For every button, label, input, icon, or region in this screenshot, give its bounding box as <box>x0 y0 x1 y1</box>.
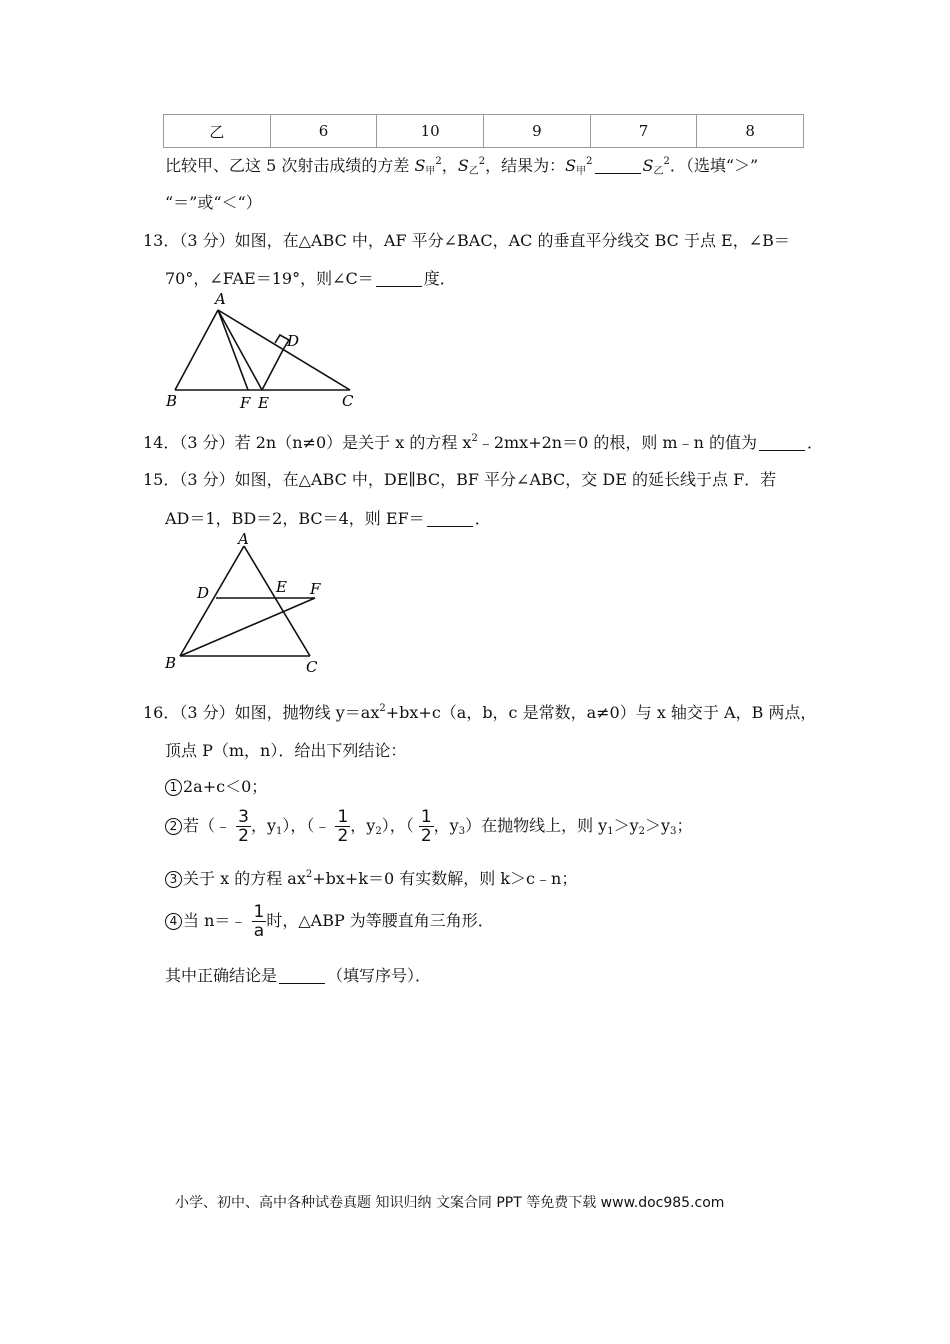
table-cell: 10 <box>377 115 484 148</box>
point-label: F <box>240 394 251 412</box>
q16-conclusion: 其中正确结论是 （填写序号）． <box>165 966 432 985</box>
point-label: C <box>342 392 354 410</box>
table-cell: 8 <box>697 115 804 148</box>
q16-line2: 顶点 P（m，n）．给出下列结论： <box>165 741 407 760</box>
circled-number: 4 <box>165 913 182 930</box>
point-label: B <box>165 654 177 672</box>
table-cell: 乙 <box>164 115 271 148</box>
circled-number: 2 <box>165 818 182 835</box>
point-label: D <box>287 332 300 350</box>
table-cell: 6 <box>270 115 377 148</box>
fraction: $\frac{1}{2}$ <box>337 807 349 846</box>
point-label: E <box>258 394 269 412</box>
answer-blank[interactable] <box>759 449 805 451</box>
point-label: B <box>166 392 178 410</box>
q12-line1: 比较甲、乙这 5 次射击成绩的方差 $S_甲^2$，$S_乙^2$，结果为：$S_甲^2$ $S_乙^2$．（选填“＞” <box>165 156 759 177</box>
conclusion-4: 4 当 n＝﹣ $\frac{1}{a}$ 时，△ABP 为等腰直角三角形． <box>165 903 494 940</box>
circled-number: 1 <box>165 779 182 796</box>
conclusion-2: 2 若（﹣ $\frac{3}{2}$ ，$y_1$），（﹣ $\frac{1}{2}$ ，$y_2$），（ $\frac{1}{2}$ ，$y_3$）在抛物线上，则 $y_1>y_2>y_3$； <box>165 808 692 845</box>
answer-blank[interactable] <box>595 172 641 174</box>
table-cell: 7 <box>590 115 697 148</box>
point-label: F <box>310 580 321 598</box>
answer-blank[interactable] <box>427 525 473 527</box>
q13-line1: 13．（3 分）如图，在△ABC 中，AF 平分∠BAC，AC 的垂直平分线交 BC 于点 E，∠B＝ <box>143 231 790 250</box>
fraction: $\frac{1}{2}$ <box>420 807 432 846</box>
fraction: $\frac{3}{2}$ <box>238 807 249 846</box>
q13-figure <box>160 288 360 413</box>
answer-blank[interactable] <box>279 982 325 984</box>
point-label: E <box>276 578 287 596</box>
q13-line2: 70°，∠FAE＝19°，则∠C＝ 度． <box>165 269 456 288</box>
table-row <box>164 115 804 148</box>
point-label: C <box>306 658 318 676</box>
page-footer: 小学、初中、高中各种试卷真题 知识归纳 文案合同 PPT 等免费下载 www.doc985.com <box>175 1195 725 1211</box>
table-cell: 9 <box>484 115 591 148</box>
point-label: A <box>215 290 226 308</box>
q15-figure <box>160 530 340 680</box>
q15-line2: AD＝1，BD＝2，BC＝4，则 EF＝ ． <box>165 509 491 528</box>
score-table <box>163 114 804 148</box>
conclusion-3: 3 关于 x 的方程 $ax^2+bx+k=0$ 有实数解，则 k＞c﹣n； <box>165 866 577 889</box>
q14-line: 14．（3 分）若 2n（n≠0）是关于 x 的方程 $x^2﹣2mx+2n=0$ 的根，则 m﹣n 的值为 ． <box>143 433 824 452</box>
q15-line1: 15．（3 分）如图，在△ABC 中，DE∥BC，BF 平分∠ABC，交 DE 的延长线于点 F．若 <box>143 470 777 489</box>
point-label: A <box>238 530 249 548</box>
conclusion-1: 1 2a+c＜0； <box>165 774 267 797</box>
q16-line1: 16．（3 分）如图，抛物线 $y=ax^2+bx+c(a$，b，c 是常数，a≠0）与 x 轴交于 A，B 两点， <box>143 703 817 722</box>
circled-number: 3 <box>165 871 182 888</box>
q12-line2: “＝”或“＜“） <box>165 193 262 212</box>
fraction: $\frac{1}{a}$ <box>253 902 265 941</box>
answer-blank[interactable] <box>376 285 422 287</box>
point-label: D <box>197 584 210 602</box>
